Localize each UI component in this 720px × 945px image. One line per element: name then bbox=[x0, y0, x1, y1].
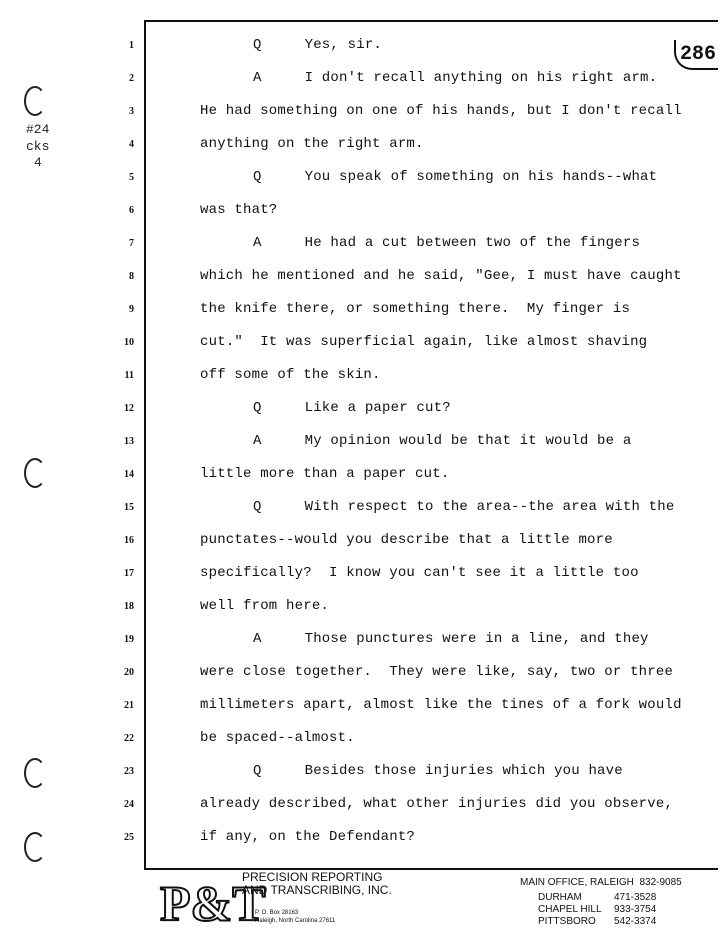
transcript-line: the knife there, or something there. My finger is bbox=[200, 301, 631, 317]
line-number: 1 bbox=[129, 40, 134, 51]
city-address: Raleigh, North Carolina 27611 bbox=[255, 918, 336, 924]
office-phone: 542-3374 bbox=[614, 916, 657, 927]
office-city: DURHAM bbox=[538, 892, 582, 903]
line-number: 25 bbox=[124, 832, 134, 843]
transcript-line: little more than a paper cut. bbox=[200, 466, 450, 482]
binder-hole bbox=[24, 832, 46, 862]
transcript-line: He had something on one of his hands, but I don't recall bbox=[200, 103, 682, 119]
line-number: 8 bbox=[129, 271, 134, 282]
line-number: 13 bbox=[124, 436, 134, 447]
transcript-line: A I don't recall anything on his right arm. bbox=[253, 70, 658, 86]
line-number: 18 bbox=[124, 601, 134, 612]
transcript-line: Q Yes, sir. bbox=[253, 37, 383, 53]
line-number: 2 bbox=[129, 73, 134, 84]
line-number: 15 bbox=[124, 502, 134, 513]
line-number: 5 bbox=[129, 172, 134, 183]
transcript-line: well from here. bbox=[200, 598, 330, 614]
line-number: 14 bbox=[124, 469, 134, 480]
binder-hole bbox=[24, 758, 46, 788]
transcript-line: which he mentioned and he said, "Gee, I must have caught bbox=[200, 268, 682, 284]
margin-note: cks bbox=[26, 139, 50, 154]
transcript-line: A My opinion would be that it would be a bbox=[253, 433, 632, 449]
transcript-line: if any, on the Defendant? bbox=[200, 829, 416, 845]
office-phone: 933-3754 bbox=[614, 904, 657, 915]
transcript-line: punctates--would you describe that a little more bbox=[200, 532, 613, 548]
line-number: 20 bbox=[124, 667, 134, 678]
line-number: 23 bbox=[124, 766, 134, 777]
transcript-line: already described, what other injuries did you observe, bbox=[200, 796, 674, 812]
line-number: 12 bbox=[124, 403, 134, 414]
line-number: 16 bbox=[124, 535, 134, 546]
transcript-line: Q Besides those injuries which you have bbox=[253, 763, 623, 779]
transcript-line: were close together. They were like, say, two or three bbox=[200, 664, 674, 680]
line-number: 24 bbox=[124, 799, 134, 810]
transcript-line: Q Like a paper cut? bbox=[253, 400, 451, 416]
binder-hole bbox=[24, 86, 46, 116]
office-city: CHAPEL HILL bbox=[538, 904, 602, 915]
margin-note: #24 bbox=[26, 122, 50, 137]
line-number: 3 bbox=[129, 106, 134, 117]
transcript-line: be spaced--almost. bbox=[200, 730, 355, 746]
line-number: 4 bbox=[129, 139, 134, 150]
transcript-line: Q With respect to the area--the area with the bbox=[253, 499, 675, 515]
line-number: 17 bbox=[124, 568, 134, 579]
po-box: P. O. Box 28163 bbox=[255, 910, 299, 916]
margin-note: 4 bbox=[34, 155, 42, 170]
transcript-line: specifically? I know you can't see it a little too bbox=[200, 565, 639, 581]
line-number: 19 bbox=[124, 634, 134, 645]
company-name-line2: AND TRANSCRIBING, INC. bbox=[242, 883, 392, 897]
line-number: 9 bbox=[129, 304, 134, 315]
main-office: MAIN OFFICE, RALEIGH 832-9085 bbox=[520, 877, 682, 888]
office-phone: 471-3528 bbox=[614, 892, 657, 903]
transcript-line: Q You speak of something on his hands--what bbox=[253, 169, 658, 185]
svg-text:P&T: P&T bbox=[160, 875, 266, 931]
transcript-line: off some of the skin. bbox=[200, 367, 381, 383]
transcript-line: was that? bbox=[200, 202, 278, 218]
line-number: 7 bbox=[129, 238, 134, 249]
line-number: 11 bbox=[124, 370, 134, 381]
company-name-line1: PRECISION REPORTING bbox=[242, 870, 383, 884]
line-number: 10 bbox=[124, 337, 134, 348]
line-number: 6 bbox=[129, 205, 134, 216]
line-number: 21 bbox=[124, 700, 134, 711]
line-number: 22 bbox=[124, 733, 134, 744]
transcript-line: cut." It was superficial again, like almost shaving bbox=[200, 334, 648, 350]
office-city: PITTSBORO bbox=[538, 916, 596, 927]
page-number: 286 bbox=[674, 40, 718, 70]
binder-hole bbox=[24, 458, 46, 488]
transcript-line: A He had a cut between two of the fingers bbox=[253, 235, 641, 251]
transcript-line: millimeters apart, almost like the tines of a fork would bbox=[200, 697, 682, 713]
transcript-line: A Those punctures were in a line, and they bbox=[253, 631, 649, 647]
company-logo bbox=[158, 872, 266, 931]
transcript-line: anything on the right arm. bbox=[200, 136, 424, 152]
